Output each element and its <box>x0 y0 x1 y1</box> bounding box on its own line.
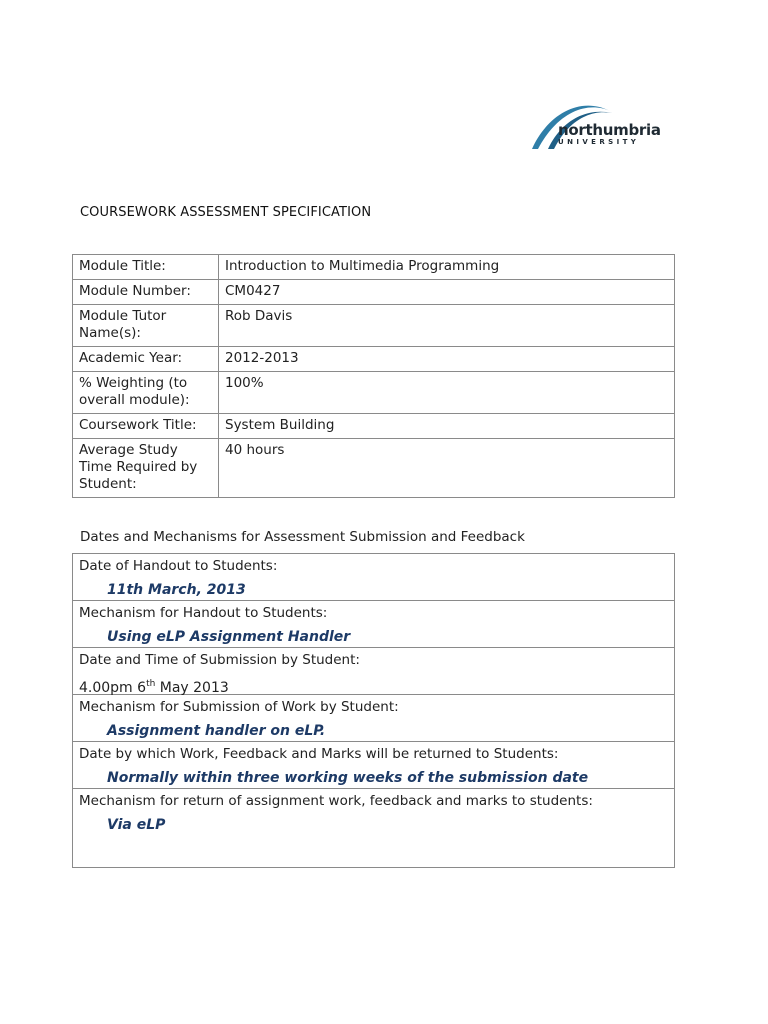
logo-subtitle: UNIVERSITY <box>558 138 640 146</box>
study-time-value: 40 hours <box>219 439 675 498</box>
weighting-label: % Weighting (to overall module): <box>73 372 219 414</box>
table-row <box>73 255 675 280</box>
submission-mechanism-value: Assignment handler on eLP. <box>107 723 326 739</box>
handout-mechanism-label: Mechanism for Handout to Students: <box>79 605 328 621</box>
return-mechanism-value: Via eLP <box>107 817 166 833</box>
module-title-value: Introduction to Multimedia Programming <box>219 255 675 280</box>
handout-date-value: 11th March, 2013 <box>107 582 246 598</box>
submission-date-month: May 2013 <box>155 680 229 696</box>
dates-row <box>73 554 674 601</box>
weighting-value: 100% <box>219 372 675 414</box>
handout-date-label: Date of Handout to Students: <box>79 558 278 574</box>
table-row <box>73 372 675 414</box>
dates-table <box>72 553 675 868</box>
coursework-title-label: Coursework Title: <box>73 414 219 439</box>
dates-row <box>73 742 674 789</box>
coursework-title-value: System Building <box>219 414 675 439</box>
dates-row <box>73 601 674 648</box>
table-row <box>73 280 675 305</box>
table-row <box>73 347 675 372</box>
submission-date-text: 4.00pm 6 <box>79 680 147 696</box>
dates-row <box>73 789 674 867</box>
return-mechanism-label: Mechanism for return of assignment work, feedback and marks to students: <box>79 793 593 809</box>
northumbria-logo <box>528 97 676 155</box>
submission-date-suffix: th <box>146 679 156 689</box>
module-number-value: CM0427 <box>219 280 675 305</box>
academic-year-value: 2012-2013 <box>219 347 675 372</box>
study-time-label: Average Study Time Required by Student: <box>73 439 219 498</box>
dates-row <box>73 648 674 695</box>
dates-section-title: Dates and Mechanisms for Assessment Submission and Feedback <box>80 529 525 545</box>
module-title-label: Module Title: <box>73 255 219 280</box>
table-row <box>73 305 675 347</box>
return-date-value: Normally within three working weeks of the submission date <box>107 770 589 786</box>
submission-date-value <box>79 675 668 697</box>
submission-date-label: Date and Time of Submission by Student: <box>79 652 360 668</box>
submission-mechanism-label: Mechanism for Submission of Work by Student: <box>79 699 399 715</box>
handout-mechanism-value: Using eLP Assignment Handler <box>107 629 351 645</box>
module-number-label: Module Number: <box>73 280 219 305</box>
return-date-label: Date by which Work, Feedback and Marks will be returned to Students: <box>79 746 559 762</box>
page-title: COURSEWORK ASSESSMENT SPECIFICATION <box>80 205 372 220</box>
module-info-table <box>72 254 675 498</box>
table-row <box>73 414 675 439</box>
logo-wordmark: northumbria <box>558 121 661 139</box>
dates-row <box>73 695 674 742</box>
module-tutor-label: Module Tutor Name(s): <box>73 305 219 347</box>
module-tutor-value: Rob Davis <box>219 305 675 347</box>
academic-year-label: Academic Year: <box>73 347 219 372</box>
table-row <box>73 439 675 498</box>
